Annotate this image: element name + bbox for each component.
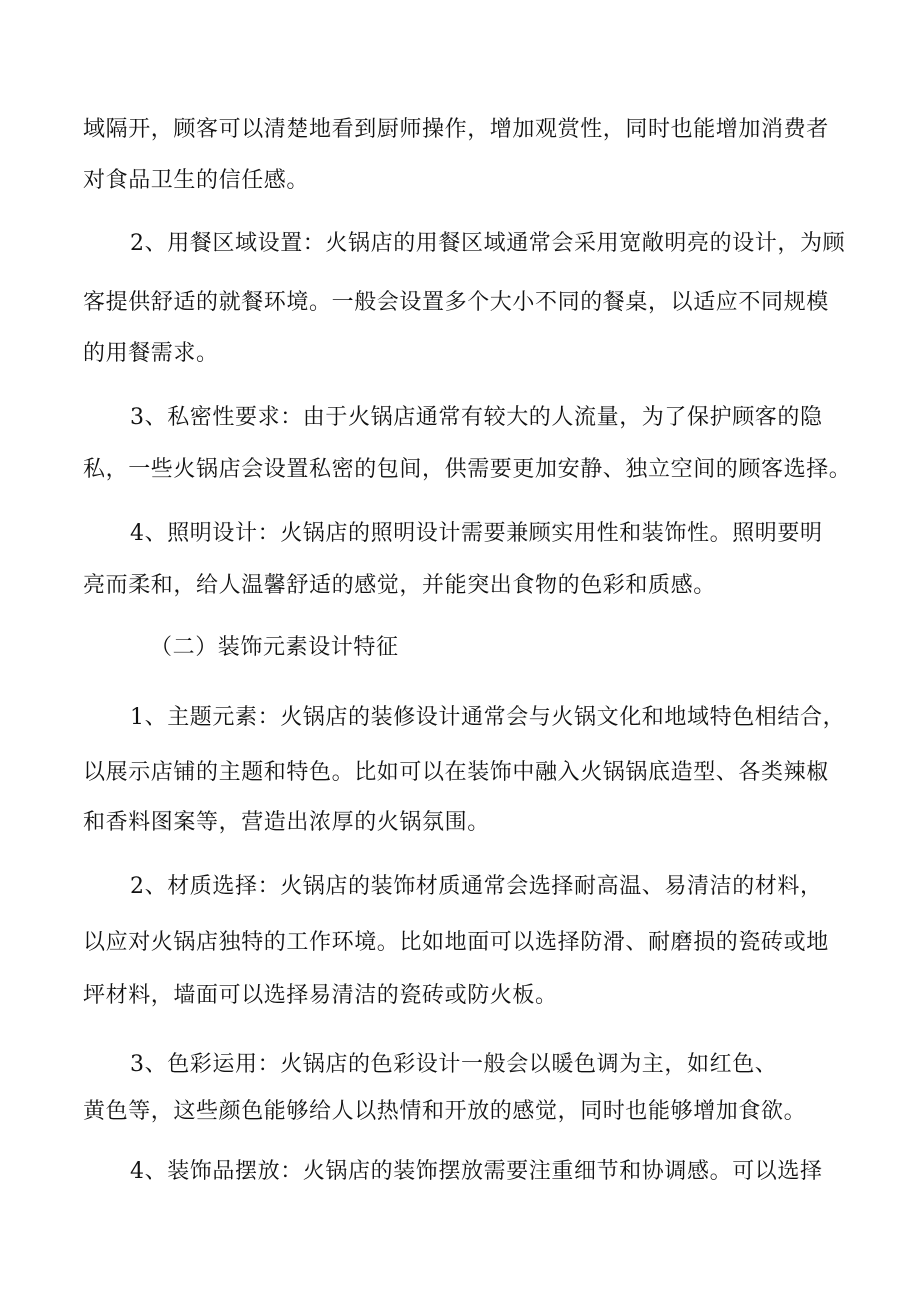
- paragraph-line: 2、材质选择：火锅店的装饰材质通常会选择耐高温、易清洁的材料，: [130, 874, 823, 899]
- paragraph-line: 坪材料，墙面可以选择易清洁的瓷砖或防火板。: [83, 983, 558, 1008]
- paragraph-line: 4、装饰品摆放：火锅店的装饰摆放需要注重细节和协调感。可以选择: [130, 1159, 823, 1184]
- paragraph-line: 域隔开，顾客可以清楚地看到厨师操作，增加观赏性，同时也能增加消费者: [83, 117, 829, 142]
- paragraph-line: 3、色彩运用：火锅店的色彩设计一般会以暖色调为主，如红色、: [130, 1052, 778, 1077]
- paragraph-line: 4、照明设计：火锅店的照明设计需要兼顾实用性和装饰性。照明要明: [130, 521, 823, 546]
- paragraph-line: 的用餐需求。: [83, 341, 219, 366]
- paragraph-line: 2、用餐区域设置：火锅店的用餐区域通常会采用宽敞明亮的设计，为顾: [130, 231, 846, 256]
- paragraph-line: 私，一些火锅店会设置私密的包间，供需要更加安静、独立空间的顾客选择。: [83, 457, 852, 482]
- paragraph-line: 亮而柔和，给人温馨舒适的感觉，并能突出食物的色彩和质感。: [83, 573, 716, 598]
- paragraph-line: 3、私密性要求：由于火锅店通常有较大的人流量，为了保护顾客的隐: [130, 405, 823, 430]
- paragraph-line: 对食品卫生的信任感。: [83, 168, 310, 193]
- paragraph-line: 客提供舒适的就餐环境。一般会设置多个大小不同的餐桌，以适应不同规模: [83, 290, 829, 315]
- section-heading: （二）装饰元素设计特征: [150, 635, 399, 660]
- paragraph-line: 以展示店铺的主题和特色。比如可以在装饰中融入火锅锅底造型、各类辣椒: [83, 760, 829, 785]
- paragraph-line: 黄色等，这些颜色能够给人以热情和开放的感觉，同时也能够增加食欲。: [83, 1099, 807, 1124]
- paragraph-line: 1、主题元素：火锅店的装修设计通常会与火锅文化和地域特色相结合，: [130, 705, 846, 730]
- paragraph-line: 和香料图案等，营造出浓厚的火锅氛围。: [83, 810, 490, 835]
- paragraph-line: 以应对火锅店独特的工作环境。比如地面可以选择防滑、耐磨损的瓷砖或地: [83, 930, 829, 955]
